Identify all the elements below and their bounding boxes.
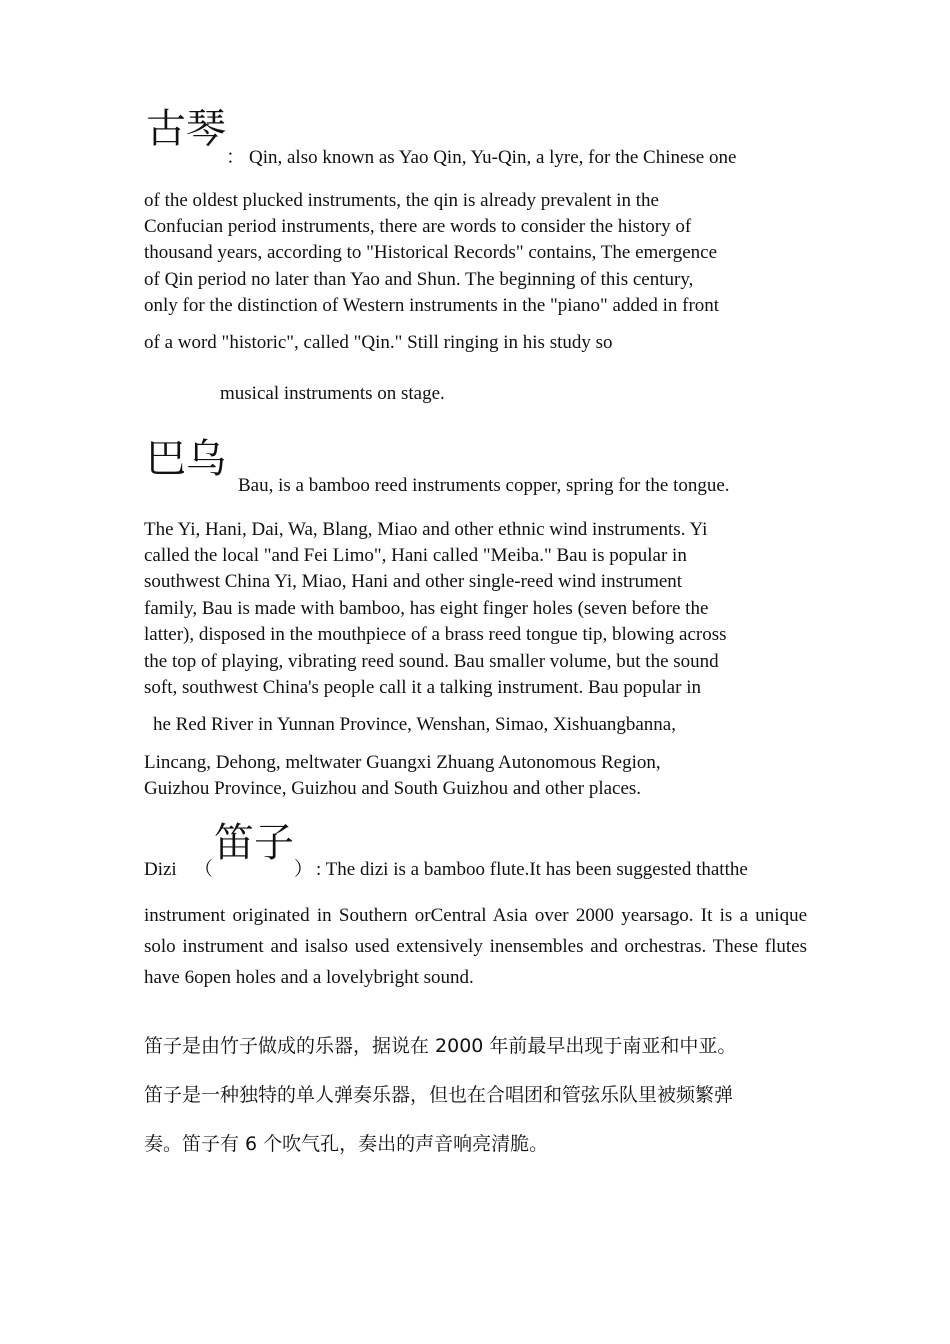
dizi-zh-line-3: 奏。笛子有 6 个吹气孔，奏出的声音响亮清脆。 [144,1133,549,1155]
bau-line-10: Lincang, Dehong, meltwater Guangxi Zhuang Autonomous Region, [144,752,661,773]
bau-line-6: latter), disposed in the mouthpiece of a brass reed tongue tip, blowing across [144,624,727,645]
dizi-heading: 笛子 [214,820,294,866]
qin-colon: ： [226,147,246,168]
bau-line-8: soft, southwest China's people call it a talking instrument. Bau popular in [144,677,701,698]
bau-line-5: family, Bau is made with bamboo, has eight finger holes (seven before the [144,598,709,619]
dizi-close-paren: ） [294,859,314,880]
qin-line-3: Confucian period instruments, there are words to consider the history of [144,216,692,237]
qin-line-4: thousand years, according to "Historical Records" contains, The emergence [144,242,718,263]
dizi-first-line: : The dizi is a bamboo flute.It has been suggested thatthe [316,859,748,880]
dizi-label: Dizi [144,859,177,880]
qin-line-5: of Qin period no later than Yao and Shun. The beginning of this century, [144,269,694,290]
qin-line-6: only for the distinction of Western instruments in the "piano" added in front [144,295,720,316]
bau-line-9: he Red River in Yunnan Province, Wenshan, Simao, Xishuangbanna, [153,714,676,735]
qin-line-1: Qin, also known as Yao Qin, Yu-Qin, a lyre, for the Chinese one [249,147,737,168]
bau-line-4: southwest China Yi, Miao, Hani and other single-reed wind instrument [144,571,683,592]
dizi-zh-line-2: 笛子是一种独特的单人弹奏乐器，但也在合唱团和管弦乐队里被频繁弹 [144,1084,734,1106]
bau-line-11: Guizhou Province, Guizhou and South Guizhou and other places. [144,778,642,799]
dizi-open-paren: （ [194,859,214,880]
bau-line-2: The Yi, Hani, Dai, Wa, Blang, Miao and other ethnic wind instruments. Yi [144,519,708,540]
bau-heading: 巴乌 [146,436,226,482]
bau-line-7: the top of playing, vibrating reed sound. Bau smaller volume, but the sound [144,651,719,672]
bau-line-1: Bau, is a bamboo reed instruments copper, spring for the tongue. [238,475,730,496]
qin-line-2: of the oldest plucked instruments, the qin is already prevalent in the [144,190,659,211]
dizi-zh-line-1: 笛子是由竹子做成的乐器，据说在 2000 年前最早出现于南亚和中亚。 [144,1035,737,1057]
qin-heading: 古琴 [146,106,226,152]
qin-line-7: of a word "historic", called "Qin." Still ringing in his study so [144,332,613,353]
bau-line-3: called the local "and Fei Limo", Hani called "Meiba." Bau is popular in [144,545,687,566]
dizi-paragraph-en: instrument originated in Southern orCentral Asia over 2000 yearsago. It is a unique solo instrument and isalso used extensively inensembles and orchestras. These flutes have 6open holes and a lovelybright sound. [144,905,807,988]
qin-line-8: musical instruments on stage. [220,383,445,404]
